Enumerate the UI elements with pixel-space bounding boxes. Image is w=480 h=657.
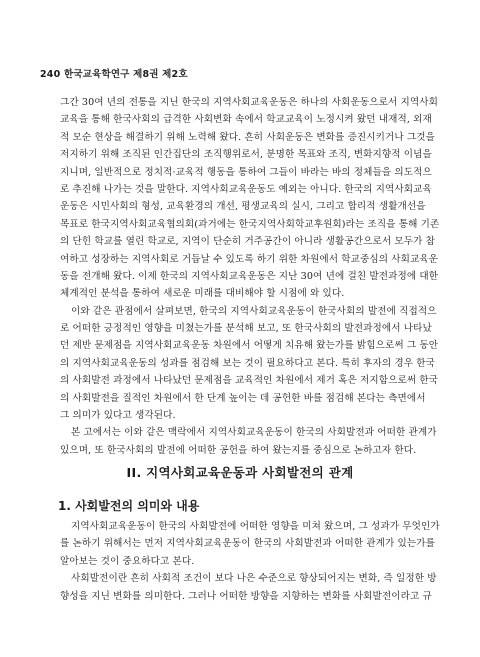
text-line: 알아보는 것이 중요하다고 본다. — [60, 555, 195, 567]
section-2-body — [60, 518, 445, 605]
text-line: 이와 같은 관점에서 살펴보면, 한국의 지역사회교육운동이 한국사회의 발전에 직접적으 — [71, 305, 437, 317]
text-line: 던 제반 문제점을 지역사회교육운동 차원에서 어떻게 치유해 왔는가를 밝힘으로써 그 동안 — [60, 340, 439, 352]
text-line: 운동은 시민사회의 형성, 교육환경의 개선, 평생교육의 실시, 그리고 합리적 생활개선을 — [60, 201, 426, 213]
text-line: 있으며, 또 한국사회의 발전에 어떠한 공헌을 하여 왔는지를 중심으로 논하고자 한다. — [60, 444, 417, 456]
text-line: 체계적인 분석을 통하여 새로운 미래를 대비해야 할 시점에 와 있다. — [60, 288, 345, 300]
section-heading: II. 지역사회교육운동과 사회발전의 관계 — [126, 465, 354, 480]
text-line: 로 추진해 나가는 것을 말한다. 지역사회교육운동도 예외는 아니다. 한국의 지역사회교육 — [60, 183, 432, 195]
text-line: 목표로 한국지역사회교육협의회(과거에는 한국지역사회학교후원회)라는 조직을 통해 기존 — [60, 218, 440, 230]
text-line: 향성을 지닌 변화를 의미한다. 그러나 어떠한 방향을 지향하는 변화를 사회발전이라고 규 — [60, 590, 432, 602]
text-line: 본 고에서는 이와 같은 맥락에서 지역사회교육운동이 한국의 사회발전과 어떠한 관계가 — [71, 427, 437, 439]
text-line: 를 논하기 위해서는 먼저 지역사회교육운동이 한국의 사회발전과 어떠한 관계가 있는가를 — [60, 538, 435, 550]
subsection-heading: 1. 사회발전의 의미와 내용 — [58, 499, 200, 513]
section-1-body — [60, 94, 445, 459]
text-line: 지니며, 일반적으로 정치적·교육적 행동을 통하여 그들이 바라는 바의 정체들을 의도적으 — [60, 166, 432, 178]
text-line: 여하고 성장하는 지역사회로 거듭날 수 있도록 하기 위한 차원에서 학교중심의 사회교육운 — [60, 253, 439, 265]
text-line: 지역사회교육운동이 한국의 사회발전에 어떠한 영향을 미쳐 왔으며, 그 성과가 무엇인가 — [71, 521, 440, 532]
text-line: 저지하기 위해 조직된 인간집단의 조직행위로서, 분명한 목표와 조직, 변화지향적 이념을 — [60, 149, 432, 161]
text-line: 의 지역사회교육운동의 성과를 점검해 보는 것이 필요하다고 본다. 특히 후자의 경우 한국 — [60, 357, 436, 369]
text-line: 교육을 통해 한국사회의 급격한 사회변화 속에서 학교교육이 노정시켜 왔던 내재적, 외재 — [60, 114, 432, 126]
text-line: 의 단힌 학교를 열린 학교로, 지역이 단순히 거주공간이 아니라 생활공간으로서 모두가 참 — [60, 236, 436, 248]
text-line: 사회발전이란 흔히 사회적 조건이 보다 나은 수준으로 향상되어지는 변화, 즉 일정한 방 — [71, 573, 437, 585]
text-line: 의 사회발전 과정에서 나타났던 문제점을 교육적인 차원에서 제거 혹은 저지함으로써 한국 — [60, 375, 439, 387]
text-line: 적 모순 현상을 해결하기 위해 노력해 왔다. 흔히 사회운동은 변화를 증진시키거나 그것을 — [60, 131, 436, 143]
running-head: 240 한국교육학연구 제8권 제2호 — [40, 69, 188, 80]
text-line: 의 사회발전을 질적인 차원에서 한 단계 높이는 데 공헌한 바를 점검해 본다는 측면에서 — [60, 392, 426, 404]
text-line: 그간 30여 년의 전통을 지닌 한국의 지역사회교육운동은 하나의 사회운동으로서 지역사회 — [60, 97, 438, 108]
text-line: 그 의미가 있다고 생각된다. — [60, 410, 176, 422]
text-line: 로 어떠한 긍정적인 영향을 미쳤는가를 분석해 보고, 또 한국사회의 발전과정에서 나타났 — [60, 323, 432, 335]
text-line: 동을 전개해 왔다. 이제 한국의 지역사회교육운동은 지난 30여 년에 걸친 발전과정에 대한 — [60, 270, 439, 282]
